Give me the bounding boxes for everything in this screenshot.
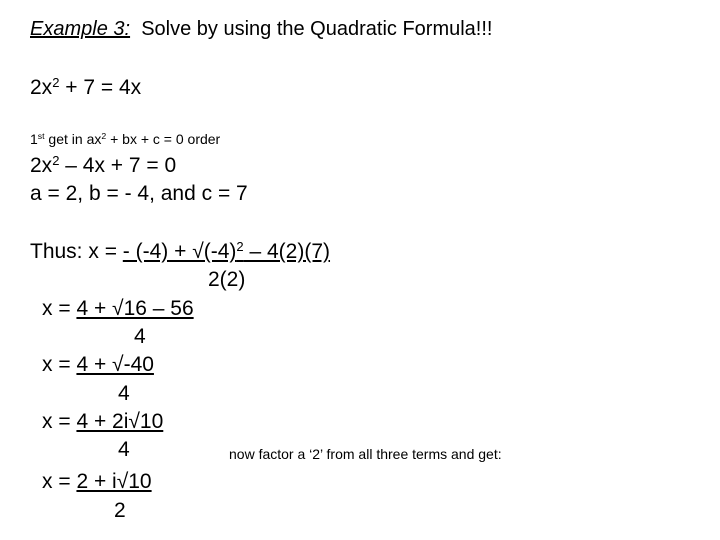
order-instruction: 1st get in $ax^2$ + bx + c = 0 order xyxy=(30,131,221,147)
final-answer: x = 2 + i√10 xyxy=(42,470,152,493)
example-label: Example 3: xyxy=(30,18,131,40)
slide-title xyxy=(30,18,492,41)
original-equation: $2x^2 + 7 = 4x$ xyxy=(30,74,142,99)
final-answer-numerator: 2 + i√10 xyxy=(76,470,152,493)
step-simplify-3-numerator: 4 + 2i√10 xyxy=(76,410,164,433)
factor-note: now factor a ‘2’ from all three terms and get: xyxy=(229,446,502,462)
step-simplify-2: x = 4 + √-40 xyxy=(42,353,154,376)
title-text: Solve by using the Quadratic Formula!!! xyxy=(141,18,493,40)
step-simplify-2-numerator: 4 + √-40 xyxy=(76,353,154,376)
final-answer-denominator: 2 xyxy=(114,499,126,522)
step-simplify-3-denominator: 4 xyxy=(118,438,130,461)
substitution-numerator: - $(-4) + √(-4)^2 - 4(2)(7)$ xyxy=(122,238,331,263)
step-simplify-1: x = 4 + √16 – 56 xyxy=(42,297,194,320)
coefficients-line: a = 2, b = - 4, and c = 7 xyxy=(30,182,248,205)
quadratic-substitution: Thus: x = - $(-4) + √(-4)^2 - 4(2)(7)$ xyxy=(30,238,331,263)
step-simplify-1-denominator: 4 xyxy=(134,325,146,348)
standard-form-equation: $2x^2 - 4x + 7 = 0$ xyxy=(30,152,177,177)
step-simplify-3: x = 4 + 2i√10 xyxy=(42,410,164,433)
step-simplify-2-denominator: 4 xyxy=(118,382,130,405)
step-simplify-1-numerator: 4 + √16 – 56 xyxy=(76,297,194,320)
substitution-denominator: 2(2) xyxy=(208,268,246,291)
